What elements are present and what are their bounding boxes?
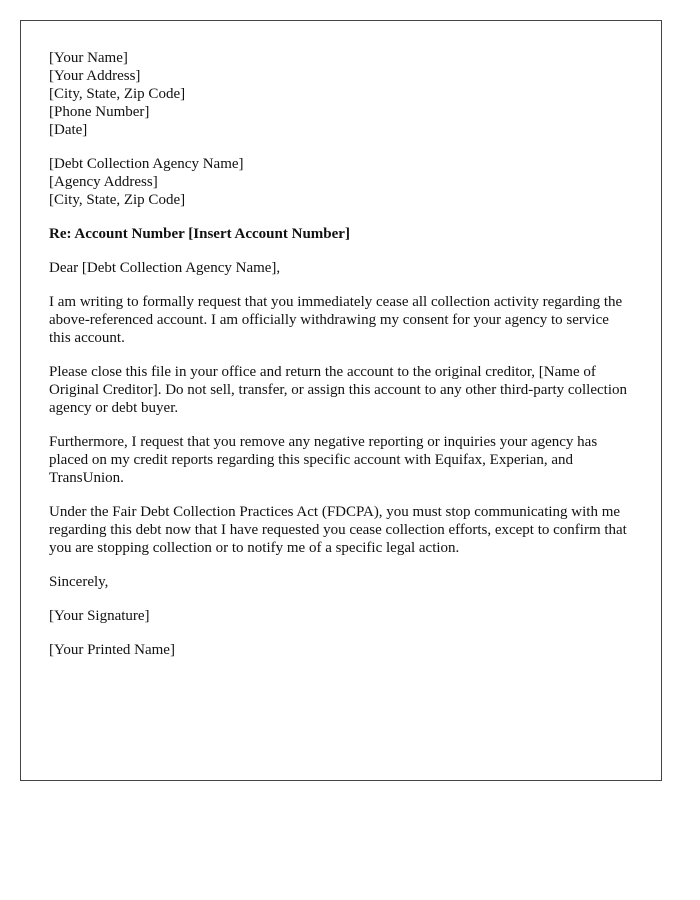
body-paragraph: I am writing to formally request that you immediately cease all collection activity regarding the above-referenced account. I am officially withdrawing my consent for your agency to service this account. [49, 294, 623, 346]
closing: Sincerely, [49, 574, 109, 590]
body-paragraph: Please close this file in your office and return the account to the original creditor, [Name of Original Creditor]. Do not sell, transfer, or assign this account to any other third-party collection agency or debt buyer. [49, 364, 627, 416]
body-paragraph: Under the Fair Debt Collection Practices Act (FDCPA), you must stop communicating with me regarding this debt now that I have requested you cease collection efforts, except to confirm that you are stopping collection or to notify me of a specific legal action. [49, 504, 627, 556]
body-paragraph: Furthermore, I request that you remove any negative reporting or inquiries your agency has placed on my credit reports regarding this specific account with Equifax, Experian, and TransUnion. [49, 434, 598, 486]
letter [20, 20, 662, 781]
sender-street: [Your Address] [49, 68, 141, 84]
salutation: Dear [Debt Collection Agency Name], [49, 260, 281, 276]
sender-address [49, 49, 633, 139]
printed-name: [Your Printed Name] [49, 642, 175, 658]
agency-city: [City, State, Zip Code] [49, 192, 186, 208]
agency-street: [Agency Address] [49, 174, 158, 190]
subject-line: Re: Account Number [Insert Account Number] [49, 226, 350, 242]
sender-name: [Your Name] [49, 50, 128, 66]
letter-date: [Date] [49, 122, 88, 138]
signature: [Your Signature] [49, 608, 150, 624]
sender-city: [City, State, Zip Code] [49, 86, 186, 102]
recipient-address [49, 155, 633, 209]
sender-phone: [Phone Number] [49, 104, 150, 120]
agency-name: [Debt Collection Agency Name] [49, 156, 244, 172]
